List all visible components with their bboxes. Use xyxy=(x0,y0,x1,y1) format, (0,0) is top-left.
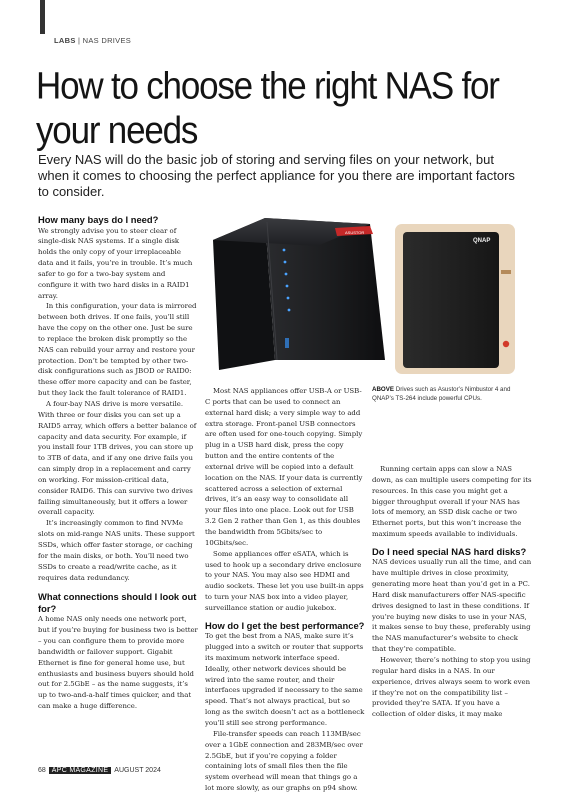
paragraph: Running certain apps can slow a NAS down, as can multiple users competing for its resources. In this case you might get a bigger throughput overall if your NAS has lots of memory, an SSD disk cache or two Ethernet ports, but this won’t increase the maximum speeds available to individuals. xyxy=(372,465,532,539)
section-marker-bar xyxy=(40,0,45,34)
caption-text: Drives such as Asustor’s Nimbustor 4 and QNAP’s TS-264 include powerful CPUs. xyxy=(372,386,511,402)
qnap-nas-unit xyxy=(395,224,515,374)
subhead-connections: What connections should I look out for? xyxy=(38,591,197,614)
section-subname: NAS DRIVES xyxy=(82,36,132,45)
column-2 xyxy=(205,386,365,794)
paragraph: We strongly advise you to steer clear of single-disk NAS systems. If a single disk holds the only copy of your irreplaceable data and it fails, you’re in trouble. It’s much safer to go for a two-bay system and configure it with two hard disks in a RAID1 array. xyxy=(38,226,193,300)
article-headline: How to choose the right NAS for your needs xyxy=(36,65,499,152)
column-1 xyxy=(38,214,198,712)
paragraph: A four-bay NAS drive is more versatile. With three or four disks you can set up a RAID5 array, which offers a better balance of capacity and data security. For example, if you install four 1TB drives, you can store up to 3TB of data, and if any one drive fails you can simply drop in a replacement and carry on working. For mission-critical data, consider RAID6. This can survive two drives failing simultaneously, but it offers a lower overall capacity. xyxy=(38,400,197,517)
asustor-logo: ASUSTOR xyxy=(345,230,365,235)
section-label: LABS | NAS DRIVES xyxy=(54,36,132,45)
paragraph: In this configuration, your data is mirrored between both drives. If one fails, you’ll still have the copy on the other one. Just be sure to replace the broken disk promptly so the NAS can rebuild your array and restore your protection. Don’t be tempted by other two-disk configurations such as JBOD or RAID0: these offer more capacity and can be faster, but they lack the fault tolerance of RAID1. xyxy=(38,302,197,398)
paragraph: It’s increasingly common to find NVMe slots on mid-range NAS units. These support SSDs, which offer faster storage, or caching for the main disks, or both. You’ll need two SSDs to create a read/write cache, as it requires data redundancy. xyxy=(38,519,195,582)
nas-product-photo xyxy=(205,210,535,380)
subhead-performance: How do I get the best performance? xyxy=(205,619,365,631)
magazine-name: APC MAGAZINE xyxy=(49,767,112,774)
paragraph: A home NAS only needs one network port, but if you’re buying for business two is better – you can configure them to provide more bandwidth or failover support. Gigabit Ethernet is fine for general home use, but enthusiasts and business buyers should hold out for 2.5GbE – as the name suggests, it’s up to two-and-a-half times quicker, and that can make a huge difference. xyxy=(38,615,198,711)
page-number: 68 xyxy=(38,767,46,774)
asustor-nas-unit xyxy=(213,218,385,370)
paragraph: Some appliances offer eSATA, which is used to hook up a secondary drive enclosure to your NAS. You may also see HDMI and audio sockets. These let you use built-in apps to turn your NAS box into a video player, surveillance station or audio jukebox. xyxy=(205,549,364,612)
caption-lead: ABOVE xyxy=(372,386,395,393)
column-3 xyxy=(372,464,532,720)
paragraph: Most NAS appliances offer USB-A or USB-C ports that can be used to connect an external hard disk; a very simple way to add extra storage. Front-panel USB connectors are often used for one-touch copying. Simply plug in a USB hard disk, press the copy button and the entire contents of the external drive will be copied into a default location on the NAS. If your data is currently scattered across a selection of external drives, it’s an easy way to consolidate all your files into one place. Look out for USB 3.2 Gen 2 rather than Gen 1, as this doubles the bandwidth from 5Gbits/sec to 10Gbits/sec. xyxy=(205,387,363,547)
section-name: LABS xyxy=(54,36,76,45)
subhead-hard-disks: Do I need special NAS hard disks? xyxy=(372,545,527,557)
page-footer xyxy=(38,767,161,774)
paragraph: File-transfer speeds can reach 113MB/sec over a 1GbE connection and 283MB/sec over 2.5GbE, but if you’re copying a folder containing lots of small files then the file system overhead will mean that things go a lot more slowly, as our graphs on p94 show. xyxy=(205,729,363,793)
paragraph: NAS devices usually run all the time, and can have multiple drives in close proximity, generating more heat than you’d get in a PC. Hard disk manufacturers offer NAS-specific drives designed to last in these conditions. If you’re buying new disks to use in your NAS, it makes sense to buy these, preferably using the NAS manufacturer’s website to check that they’re compatible. xyxy=(372,558,532,654)
photo-caption xyxy=(372,386,532,403)
subhead-bays: How many bays do I need? xyxy=(38,214,159,225)
paragraph: However, there’s nothing to stop you using regular hard disks in a NAS. In our experience, drives always seem to work even if they’re not on the compatibility list – provided they’re SATA. If you have a collection of older disks, it may make xyxy=(372,656,531,719)
qnap-logo: QNAP xyxy=(473,238,491,244)
article-standfirst: Every NAS will do the basic job of storing and serving files on your network, but when it comes to choosing the perfect appliance for you there are important factors to consider. xyxy=(38,152,515,199)
issue-date: AUGUST 2024 xyxy=(114,767,161,774)
paragraph: To get the best from a NAS, make sure it’s plugged into a switch or router that supports its maximum network interface speed. Ideally, other network devices should be wired into the same router, and their interfaces upgraded if necessary to the same speed. That’s not always practical, but so long as the switch doesn’t act as a bottleneck you’ll still see strong performance. xyxy=(205,632,365,727)
